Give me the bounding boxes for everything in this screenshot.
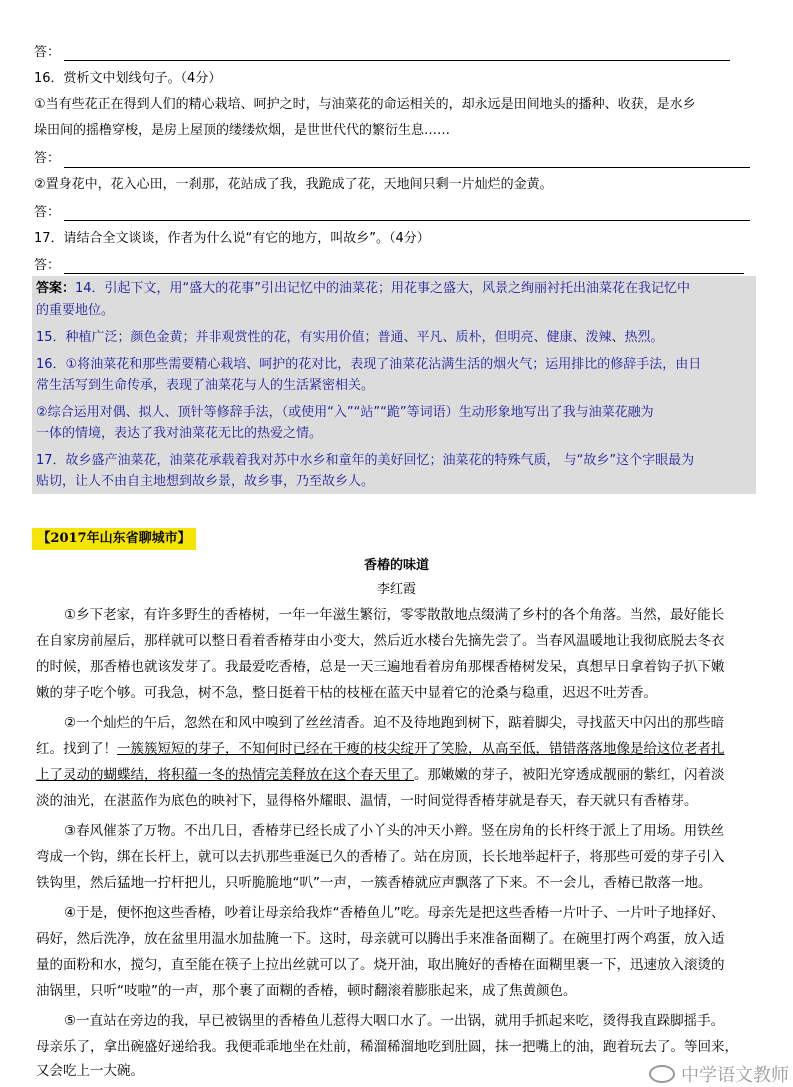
answer-14-text: 14．引起下文，用“盛大的花事”引出记忆中的油菜花；用花事之盛大，风景之绚丽衬托出油菜花在我记忆中 xyxy=(75,281,691,296)
answer-line[interactable] xyxy=(64,273,744,274)
paragraph-1-line: 的时候，那香椿也就该发芽了。我最爱吃香椿，总是一天三遍地看着房角那棵香椿树发呆，真想早日拿着钩子扒下嫩 xyxy=(36,659,725,675)
answer-label: 答： xyxy=(34,45,61,60)
answer-16-2: ②综合运用对偶、拟人、顶针等修辞手法，（或使用“入”“站”“跪”等词语）生动形象地写出了我与油菜花融为 xyxy=(36,405,654,420)
answer-17: 17．故乡盛产油菜花，油菜花承载着我对苏中水乡和童年的美好回忆；油菜花的特殊气质， 与“故乡”这个字眼最为 xyxy=(36,453,695,468)
paragraph-1-line: 在自家房前屋后，那样就可以整日看着香椿芽由小变大，然后近水楼台先摘先尝了。当春风温暖地让我彻底脱去冬衣 xyxy=(36,633,725,649)
paragraph-2-line xyxy=(36,766,725,784)
paragraph-2-line: ②一个灿烂的午后，忽然在和风中嗅到了丝丝清香。迫不及待地跑到树下，踮着脚尖，寻找蓝天中闪出的那些暗 xyxy=(64,715,725,731)
paragraph-1-line: 嫩的芽子吃个够。可我急，树不急，整日挺着干枯的枝桠在蓝天中显着它的沧桑与稳重，迟迟不吐芳香。 xyxy=(36,685,657,701)
paragraph-4-line: 油锅里，只听“吱啦”的一声，那个裹了面糊的香椿，顿时翻滚着膨胀起来，成了焦黄颜色。 xyxy=(36,983,577,999)
answer-label: 答： xyxy=(34,205,61,220)
paragraph-4-line: 码好，然后洗净，放在盆里用温水加盐腌一下。这时，母亲就可以腾出手来准备面糊了。在碗里打两个鸡蛋，放入适 xyxy=(36,931,725,947)
answer-16-1-cont: 常生活写到生命传承，表现了油菜花与人的生活紧密相关。 xyxy=(36,378,375,393)
answer-15: 15．种植广泛；颜色金黄；并非观赏性的花，有实用价值；普通、平凡、质朴，但明亮、健康、泼辣、热烈。 xyxy=(36,330,664,345)
question-16-sentence-2: ②置身花中，花入心田，一刹那，花站成了我，我跪成了花，天地间只剩一片灿烂的金黄。 xyxy=(34,177,553,192)
answer-line[interactable] xyxy=(64,220,750,221)
paragraph-5-line: ⑤一直站在旁边的我，早已被锅里的香椿鱼儿惹得大咽口水了。一出锅，就用手抓起来吃，烫得我直跺脚摇手。 xyxy=(64,1013,725,1029)
answer-16-1: 16．①将油菜花和那些需要精心栽培、呵护的花对比，表现了油菜花沾满生活的烟火气；运用排比的修辞手法，由日 xyxy=(36,357,702,372)
underlined-sentence: 一簇簇短短的芽子，不知何时已经在干瘦的枝尖绽开了笑脸，从高至低，错错落落地像是给这位老者扎 xyxy=(117,741,725,757)
paragraph-2-line: 淡的油光，在湛蓝作为底色的映衬下，显得格外耀眼、温情，一时间觉得香椿芽就是春天，春天就只有香椿芽。 xyxy=(36,793,698,809)
answer-label: 答： xyxy=(34,258,61,273)
answer-key-label: 答案： xyxy=(36,281,76,296)
underlined-sentence-cont: 上了灵动的蝴蝶结，将积蕴一冬的热情完美释放在这个春天里了 xyxy=(36,767,414,783)
wechat-icon xyxy=(649,1065,675,1083)
article-title: 香椿的味道 xyxy=(363,558,429,573)
question-17: 17．请结合全文谈谈，作者为什么说“有它的地方，叫故乡”。（4分） xyxy=(34,231,430,246)
answer-line[interactable] xyxy=(64,60,730,61)
paragraph-5-line: 又会吃上一大碗。 xyxy=(36,1063,144,1079)
question-16-sentence-1-cont: 垛田间的摇橹穿梭，是房上屋顶的缕缕炊烟，是世世代代的繁衍生息…… xyxy=(34,123,451,138)
answer-line[interactable] xyxy=(64,167,750,168)
answer-14-cont: 的重要地位。 xyxy=(36,303,115,318)
answer-16-2-cont: 一体的情境，表达了我对油菜花无比的热爱之情。 xyxy=(36,426,323,441)
article-author: 李红霞 xyxy=(376,582,416,597)
watermark xyxy=(649,1061,789,1087)
paragraph-2-text: 红。找到了！ xyxy=(36,741,117,757)
paragraph-3-line: 弯成一个钩，绑在长杆上，就可以去扒那些垂涎已久的香椿了。站在房顶，长长地举起杆子，将那些可爱的芽子引入 xyxy=(36,849,725,865)
paragraph-3-line: 铁钩里，然后猛地一拧杆把儿，只听脆脆地“叭”一声，一簇香椿就应声飘落了下来。不一会儿，香椿已散落一地。 xyxy=(36,875,712,891)
answer-14 xyxy=(36,280,690,298)
answer-17-cont: 贴切，让人不由自主地想到故乡景，故乡事，乃至故乡人。 xyxy=(36,474,375,489)
paragraph-2-line xyxy=(36,740,725,758)
question-16: 16．赏析文中划线句子。（4分） xyxy=(34,71,222,86)
paragraph-4-line: ④于是，便怀抱这些香椿，吵着让母亲给我炸“香椿鱼儿”吃。母亲先是把这些香椿一片叶子、一片叶子地择好、 xyxy=(64,905,725,921)
answer-label: 答： xyxy=(34,151,61,166)
paragraph-2-text: 。那嫩嫩的芽子，被阳光穿透成靓丽的紫红，闪着淡 xyxy=(414,767,725,783)
question-16-sentence-1: ①当有些花正在得到人们的精心栽培、呵护之时，与油菜花的命运相关的，却永远是田间地头的播种、收获，是水乡 xyxy=(34,97,696,112)
paragraph-1-line: ①乡下老家，有许多野生的香椿树，一年一年滋生繁衍，零零散散地点缀满了乡村的各个角落。当然，最好能长 xyxy=(64,607,725,623)
section-tag: 【2017年山东省聊城市】 xyxy=(32,528,196,550)
paragraph-5-line: 母亲乐了，拿出碗盛好递给我。我便乖乖地坐在灶前，稀溜稀溜地吃到肚圆，抹一把嘴上的油，跑着玩去了。等回来， xyxy=(36,1039,738,1055)
paragraph-3-line: ③春风催茶了万物。不出几日，香椿芽已经长成了小丫头的冲天小辫。竖在房角的长杆终于派上了用场。用铁丝 xyxy=(64,823,725,839)
watermark-text: 中学语文教师 xyxy=(681,1065,789,1086)
paragraph-4-line: 量的面粉和水，搅匀，直至能在筷子上拉出丝就可以了。烧开油，取出腌好的香椿在面糊里裹一下，迅速放入滚烫的 xyxy=(36,957,725,973)
